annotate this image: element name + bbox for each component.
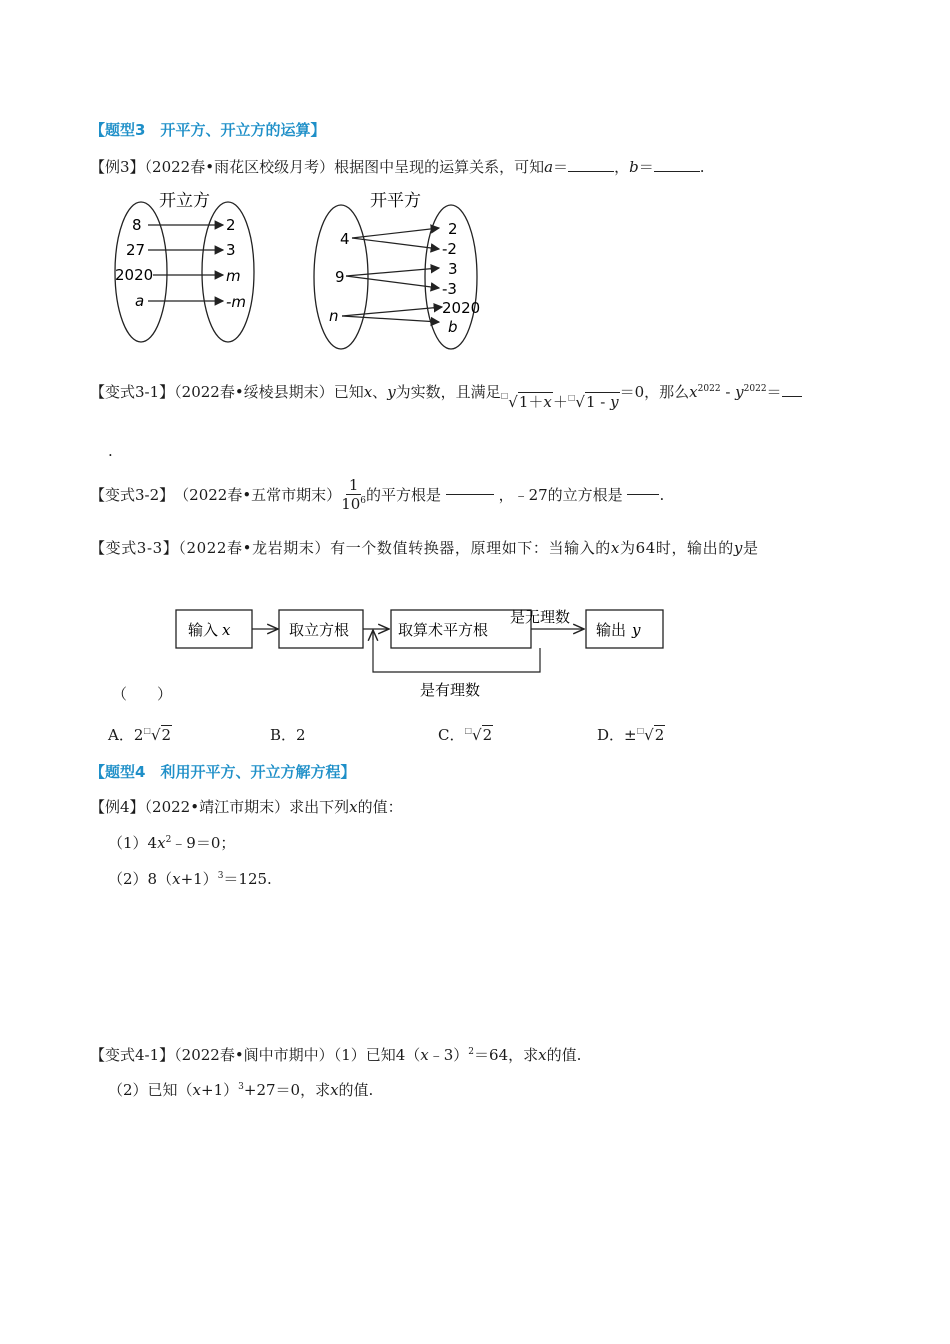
diagram1-title: 开立方: [159, 191, 210, 211]
variant-3-2: 【变式3-2】 （2022春•五常市期末） $\frac{1}{10^6}$ 的平方根是 ，﹣27的立方根是 .: [90, 476, 665, 513]
output-label: 输出 y: [596, 621, 641, 639]
input-label: 4: [340, 230, 350, 248]
option-c[interactable]: C．□√2: [438, 726, 493, 744]
variant-4-1: 【变式4-1】（2022春•阆中市期中）（1）已知4（x﹣3）$^2$＝64，求x的值.: [90, 1046, 582, 1064]
variant-3-1-source: （2022春•绥棱县期末）: [174, 383, 334, 401]
mapping-arrow: [342, 316, 439, 322]
mapping-arrow: [342, 307, 442, 316]
example-3: 【例3】（2022春•雨花区校级月考）根据图中呈现的运算关系，可知a＝ ，b＝ .: [90, 158, 705, 176]
output-label: 2: [448, 220, 458, 238]
var-a: a: [544, 158, 554, 176]
output-label: 2: [226, 216, 236, 234]
input-label: 27: [126, 241, 146, 259]
choice-parentheses: （ ）: [112, 685, 173, 703]
mapping-arrow: [352, 228, 439, 238]
square-root-label: 取算术平方根: [398, 621, 489, 639]
output-label: -3: [442, 280, 457, 298]
variant-3-2-label: 【变式3-2】: [90, 486, 175, 504]
cube-root-label: 取立方根: [289, 621, 350, 639]
option-b[interactable]: B．2: [270, 726, 306, 744]
example-3-label: 【例3】: [90, 158, 145, 176]
answer-blank[interactable]: [627, 494, 659, 495]
number-converter-flowchart: [170, 600, 670, 705]
cube-root-mapping-diagram: [105, 182, 265, 357]
option-a[interactable]: A．2□√2: [108, 726, 172, 744]
variant-3-3: 【变式3-3】（2022春•龙岩期末）有一个数值转换器，原理如下：当输入的x为64时，输出的y是: [90, 539, 759, 557]
fraction: $\frac{1}{10^6}$: [341, 476, 367, 513]
option-d[interactable]: D．±□√2: [597, 726, 665, 744]
answer-blank[interactable]: [782, 396, 802, 397]
irrational-label: 是无理数: [510, 608, 571, 626]
output-label: 3: [448, 260, 458, 278]
answer-blank-b[interactable]: [654, 171, 700, 172]
section-heading-4: 【题型4 利用开平方、开立方解方程】: [90, 763, 356, 781]
rational-label: 是有理数: [420, 681, 481, 699]
variant-4-1-q2: （2）已知$(x+1)^3+27=0$，求x的值.: [108, 1081, 374, 1099]
output-label: b: [448, 318, 458, 336]
section-heading-3: 【题型3 开平方、开立方的运算】: [90, 121, 326, 139]
example-4-source: （2022•靖江市期末）: [144, 798, 290, 816]
input-label: 8: [132, 216, 142, 234]
square-root-mapping-diagram: [308, 182, 488, 357]
variant-4-1-source: （2022春•阆中市期中）: [174, 1046, 334, 1064]
variant-3-2-source: （2022春•五常市期末）: [174, 486, 342, 504]
variant-4-1-label: 【变式4-1】: [90, 1046, 175, 1064]
output-label: m: [226, 267, 241, 285]
var-b: b: [629, 158, 639, 176]
input-label: 9: [335, 268, 345, 286]
answer-blank[interactable]: [446, 494, 494, 495]
input-label: 2020: [115, 266, 154, 284]
example-3-text: 根据图中呈现的运算关系，可知: [334, 158, 545, 176]
example-4: 【例4】（2022•靖江市期末）求出下列x的值：: [90, 798, 403, 816]
variant-3-1-label: 【变式3-1】: [90, 383, 175, 401]
output-label: 3: [226, 241, 236, 259]
input-label: n: [329, 307, 339, 325]
output-label: -m: [226, 293, 247, 311]
cube-root-expression: □√1 - y: [567, 393, 619, 411]
variant-3-3-source: （2022春•龙岩期末）: [178, 539, 331, 557]
input-label: a: [135, 292, 145, 310]
example-4-q1: $(1)4x^2﹣9=0$；: [108, 834, 236, 852]
example-4-q2: $(2)8(x+1)^3=125$.: [108, 870, 272, 888]
input-label: 输入 x: [188, 621, 231, 639]
example-3-source: （2022春•雨花区校级月考）: [144, 158, 335, 176]
variant-3-1-end: .: [108, 442, 113, 460]
cube-root-expression: □√1＋x: [500, 391, 552, 411]
output-label: 2020: [442, 299, 481, 317]
answer-blank-a[interactable]: [568, 171, 614, 172]
output-label: -2: [442, 240, 457, 258]
example-4-label: 【例4】: [90, 798, 145, 816]
variant-3-3-label: 【变式3-3】: [90, 539, 179, 557]
diagram2-title: 开平方: [370, 191, 421, 211]
variant-3-1: 【变式3-1】（2022春•绥棱县期末）已知x、y为实数，且满足□√1＋x＋□√1 - y＝0，那么$x^{2022} - y^{2022}=$: [90, 381, 802, 402]
